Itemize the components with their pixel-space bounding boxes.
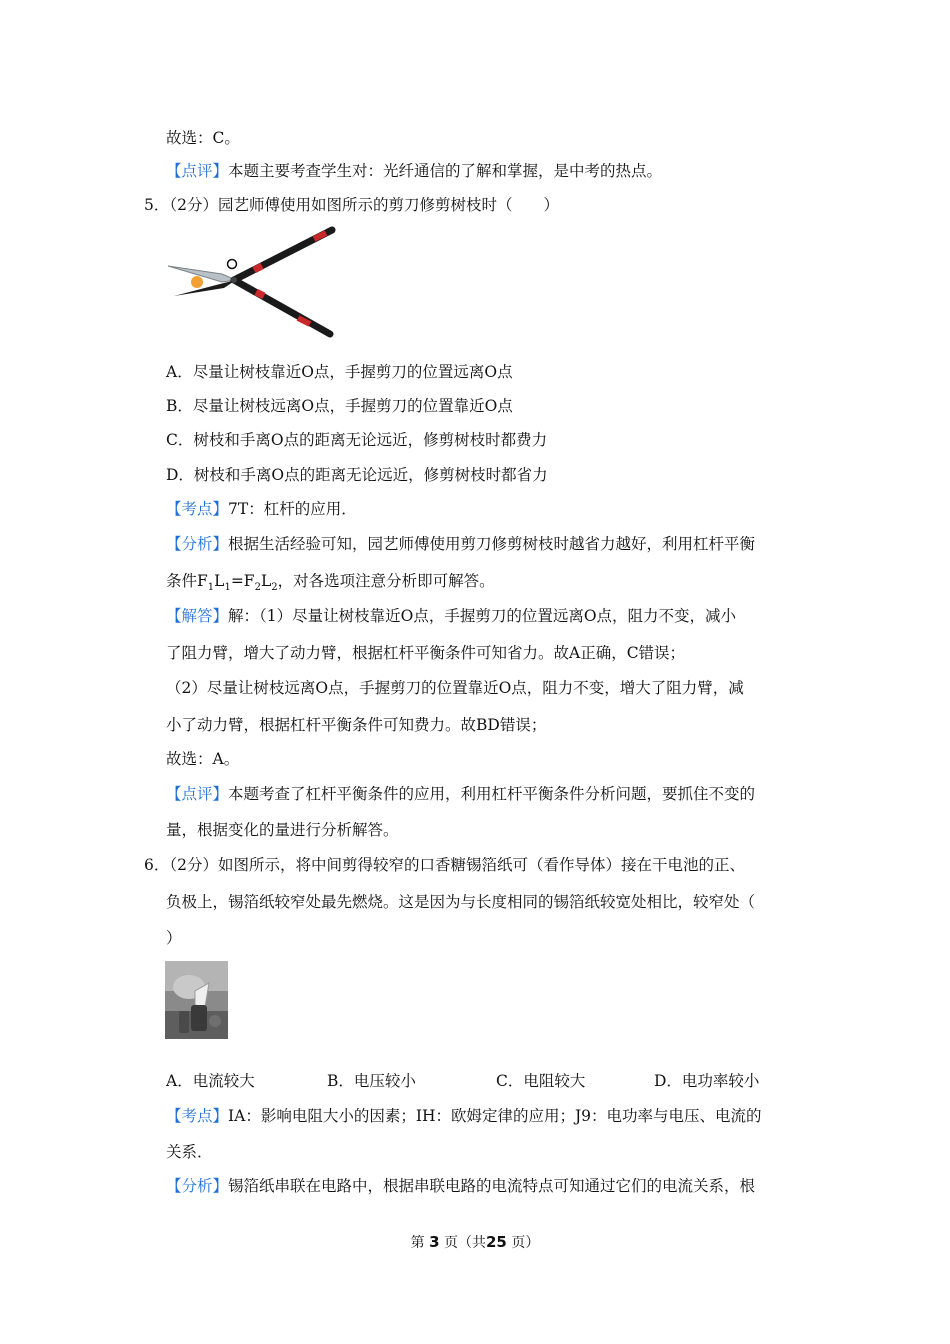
q5-fenxi-line2: [166, 571, 495, 598]
q5-answer: 故选：A。: [166, 750, 240, 768]
fenxi-tag: 【分析】: [166, 535, 229, 553]
jieda-tag: 【解答】: [166, 607, 229, 625]
comment-tag: 【点评】: [166, 785, 229, 803]
q5-option-d: D．树枝和手离O点的距离无论远近，修剪树枝时都省力: [166, 466, 548, 484]
pruning-shears-figure: [166, 222, 336, 344]
comment-tag: 【点评】: [166, 162, 229, 180]
subscript: 1: [224, 582, 231, 594]
q5-fenxi-line1: [166, 534, 755, 554]
total-pages: 25: [486, 1233, 507, 1251]
q6-fenxi-line1: [166, 1176, 755, 1196]
page-number: 3: [429, 1233, 440, 1251]
q6-kaodian-line1: [166, 1106, 762, 1126]
fenxi-text: 锡箔纸串联在电路中，根据串联电路的电流特点可知通过它们的电流关系，根: [228, 1177, 756, 1195]
fenxi-tag: 【分析】: [166, 1177, 229, 1195]
q5-jieda-line1: [166, 606, 736, 626]
kaodian-tag: 【考点】: [166, 500, 229, 518]
kaodian-text: IA：影响电阻大小的因素；IH：欧姆定律的应用；J9：电功率与电压、电流的: [228, 1107, 762, 1125]
subscript: 2: [271, 582, 278, 594]
q6-stem-line2: 负极上，锡箔纸较窄处最先燃烧。这是因为与长度相同的锡箔纸较宽处相比，较窄处（: [166, 893, 756, 911]
kaodian-tag: 【考点】: [166, 1107, 229, 1125]
kaodian-text: 7T：杠杆的应用．: [228, 500, 357, 518]
subscript: 2: [254, 582, 261, 594]
tin-foil-battery-image: [165, 961, 228, 1039]
q5-stem: 5．（2分）园艺师傅使用如图所示的剪刀修剪树枝时（ ）: [144, 196, 559, 214]
comment-text: 本题主要考查学生对：光纤通信的了解和掌握，是中考的热点。: [228, 162, 663, 180]
q6-option-c: C．电阻较大: [496, 1072, 586, 1090]
q5-option-a: A．尽量让树枝靠近O点，手握剪刀的位置远离O点: [166, 363, 513, 381]
fenxi-formula-part: L: [214, 572, 225, 590]
fenxi-formula-part: =F: [230, 572, 255, 590]
q6-stem-line3: ）: [166, 929, 182, 947]
fenxi-formula-part: L: [260, 572, 272, 590]
q4-comment: [166, 161, 662, 181]
fenxi-formula-part: 条件F: [166, 572, 208, 590]
q6-option-b: B．电压较小: [327, 1072, 416, 1090]
q6-option-a: A．电流较大: [166, 1072, 255, 1090]
footer-prefix: 第: [410, 1235, 425, 1251]
pruning-shears-image: [166, 222, 336, 344]
fenxi-text: 根据生活经验可知，园艺师傅使用剪刀修剪树枝时越省力越好，利用杠杆平衡: [228, 535, 756, 553]
q5-jieda-line4: 小了动力臂，根据杠杆平衡条件可知费力。故BD错误；: [166, 716, 547, 734]
q4-answer: 故选：C。: [166, 129, 240, 147]
q5-option-b: B．尽量让树枝远离O点，手握剪刀的位置靠近O点: [166, 397, 513, 415]
q5-kaodian: [166, 499, 357, 519]
comment-text: 本题考查了杠杆平衡条件的应用，利用杠杆平衡条件分析问题，要抓住不变的: [228, 785, 756, 803]
footer-middle: 页（共: [444, 1235, 486, 1251]
pivot-o-marker: [228, 260, 237, 269]
q5-comment-line1: [166, 784, 755, 804]
q5-jieda-line2: 了阻力臂，增大了动力臂，根据杠杆平衡条件可知省力。故A正确，C错误；: [166, 644, 686, 662]
subscript: 1: [207, 582, 215, 594]
q5-jieda-line3: （2）尽量让树枝远离O点，手握剪刀的位置靠近O点，阻力不变，增大了阻力臂，减: [166, 679, 744, 697]
q6-kaodian-line2: 关系．: [166, 1143, 213, 1161]
q6-stem-line1: 6．（2分）如图所示，将中间剪得较窄的口香糖锡箔纸可（看作导体）接在干电池的正、: [144, 856, 745, 874]
q5-option-c: C．树枝和手离O点的距离无论远近，修剪树枝时都费力: [166, 431, 548, 449]
q6-option-d: D．电功率较小: [654, 1072, 760, 1090]
fenxi-formula-part: ，对各选项注意分析即可解答。: [277, 572, 495, 590]
q5-comment-line2: 量，根据变化的量进行分析解答。: [166, 821, 399, 839]
jieda-text: 解：（1）尽量让树枝靠近O点，手握剪刀的位置远离O点，阻力不变，减小: [228, 607, 737, 625]
footer-suffix: 页）: [511, 1235, 540, 1251]
tin-foil-battery-photo: [165, 961, 228, 1039]
page-footer: [0, 1232, 950, 1253]
